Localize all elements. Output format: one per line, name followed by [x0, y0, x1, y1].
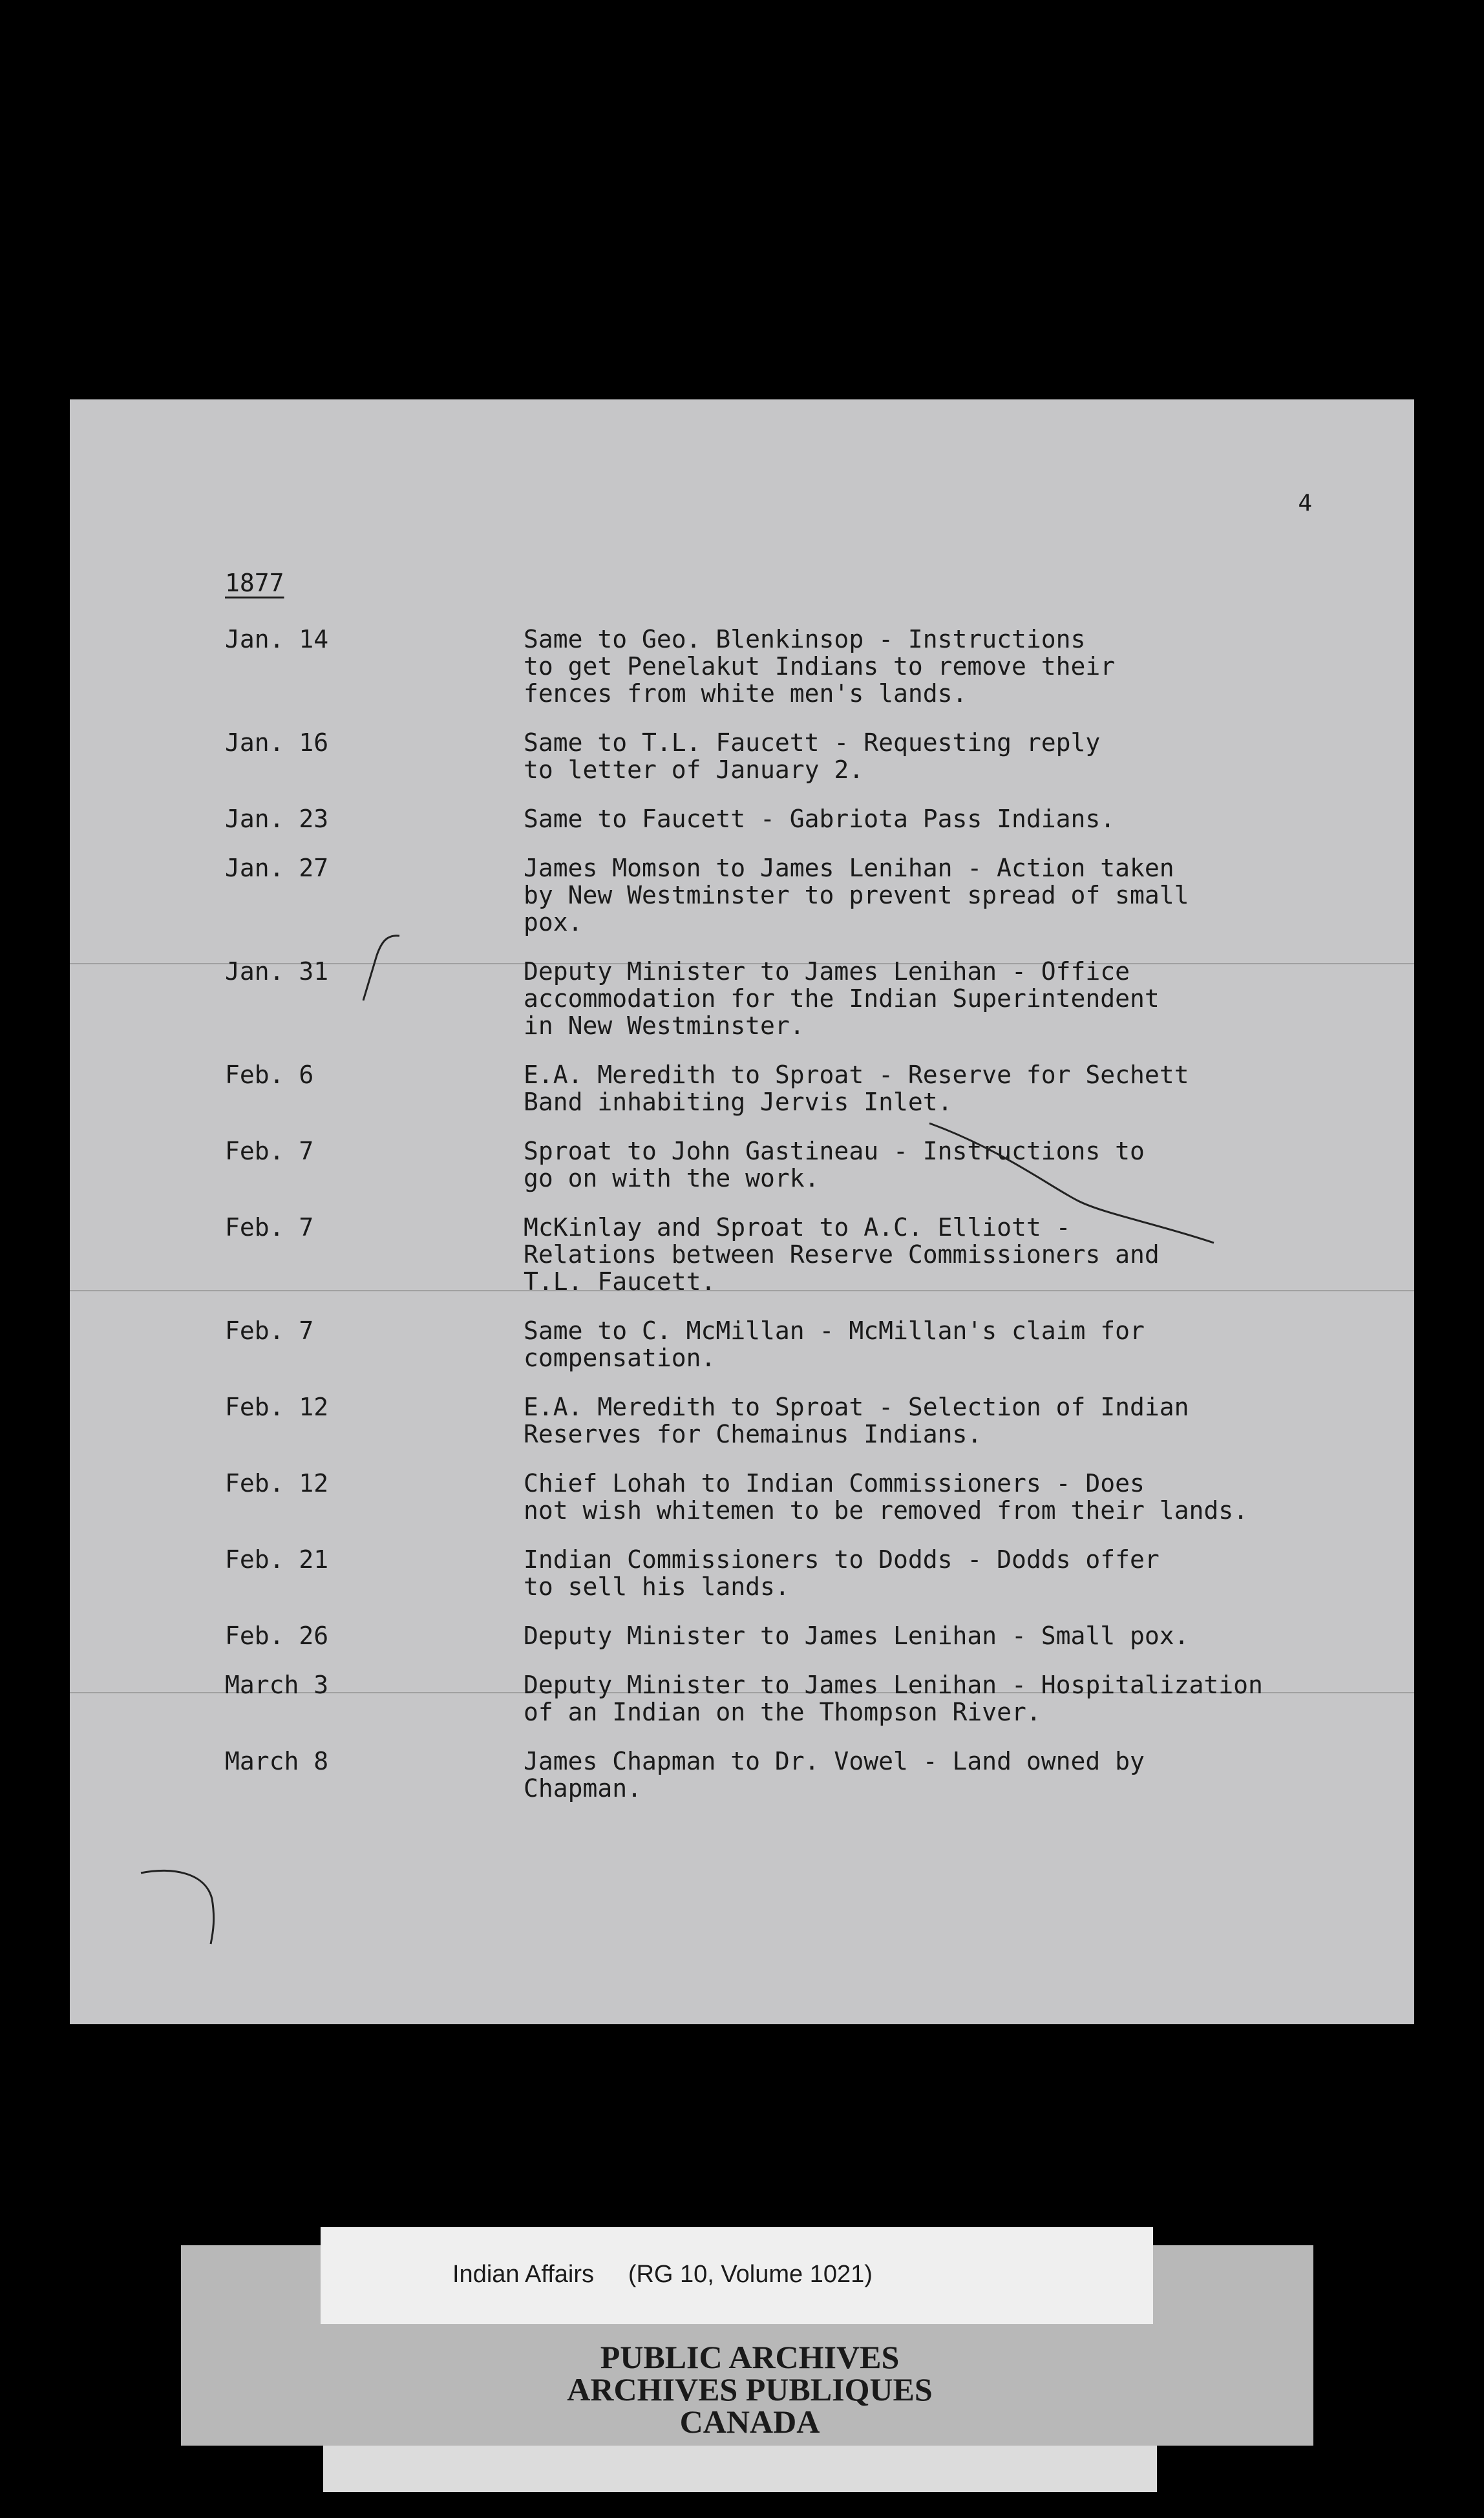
entry-line: Deputy Minister to James Lenihan - Hospitalization [524, 1671, 1263, 1699]
entry-line: not wish whitemen to be removed from their lands. [524, 1496, 1249, 1525]
entry-row [70, 1470, 1414, 1524]
entry-date: Feb. 7 [225, 1213, 314, 1242]
entry-row [70, 1748, 1414, 1802]
entry-line: E.A. Meredith to Sproat - Reserve for Sechett [524, 1061, 1189, 1089]
entry-line: compensation. [524, 1344, 716, 1372]
entry-row [70, 1214, 1414, 1295]
entry-line: Reserves for Chemainus Indians. [524, 1420, 982, 1448]
entry-date: Jan. 31 [225, 957, 329, 986]
entry-date: Jan. 16 [225, 728, 329, 757]
entry-line: Sproat to John Gastineau - Instructions to [524, 1137, 1145, 1165]
entry-date: Jan. 27 [225, 854, 329, 882]
entry-line: Deputy Minister to James Lenihan - Office [524, 957, 1130, 986]
entry-line: E.A. Meredith to Sproat - Selection of Indian [524, 1393, 1189, 1421]
volume-reference: (RG 10, Volume 1021) [628, 2261, 873, 2288]
entry-date: Feb. 26 [225, 1622, 329, 1650]
entry-description [524, 854, 1390, 936]
entry-description [524, 1214, 1390, 1295]
entry-date: Feb. 6 [225, 1061, 314, 1089]
entry-description [524, 1671, 1390, 1726]
archive-label-base [323, 2446, 1157, 2492]
entry-row [70, 626, 1414, 707]
entry-description [524, 1317, 1390, 1371]
archives-line: CANADA [679, 2404, 820, 2440]
entry-line: Indian Commissioners to Dodds - Dodds offer [524, 1545, 1160, 1574]
entry-date: Feb. 7 [225, 1137, 314, 1165]
collection-name: Indian Affairs [452, 2261, 595, 2288]
entry-description [524, 958, 1390, 1039]
entry-date: Jan. 23 [225, 805, 329, 833]
entry-line: Band inhabiting Jervis Inlet. [524, 1088, 953, 1116]
collection-reference [452, 2261, 873, 2289]
entry-line: pox. [524, 908, 583, 936]
entry-row [70, 1671, 1414, 1726]
entry-line: Same to C. McMillan - McMillan's claim for [524, 1317, 1145, 1345]
entry-line: T.L. Faucett. [524, 1267, 716, 1296]
entry-description [524, 1622, 1390, 1649]
entry-row [70, 1317, 1414, 1371]
archives-line: ARCHIVES PUBLIQUES [567, 2371, 933, 2407]
entry-line: McKinlay and Sproat to A.C. Elliott - [524, 1213, 1071, 1242]
entry-description [524, 1393, 1390, 1448]
page-number: 4 [1298, 490, 1312, 516]
entry-row [70, 729, 1414, 783]
entry-description [524, 1061, 1390, 1116]
entry-line: to letter of January 2. [524, 756, 864, 784]
entry-date: Feb. 7 [225, 1317, 314, 1345]
entry-line: Chapman. [524, 1774, 642, 1803]
entry-line: of an Indian on the Thompson River. [524, 1698, 1041, 1726]
entry-date: Feb. 21 [225, 1545, 329, 1574]
entry-line: accommodation for the Indian Superintendent [524, 984, 1160, 1013]
entry-row [70, 1137, 1414, 1192]
entry-date: Feb. 12 [225, 1469, 329, 1497]
entry-date: March 8 [225, 1747, 329, 1775]
document-page [70, 399, 1414, 2024]
entry-row [70, 854, 1414, 936]
year-heading: 1877 [225, 569, 284, 597]
entry-description [524, 1470, 1390, 1524]
archives-stamp [401, 2341, 1099, 2438]
entry-date: March 3 [225, 1671, 329, 1699]
entry-date: Feb. 12 [225, 1393, 329, 1421]
entry-line: Same to Geo. Blenkinsop - Instructions [524, 625, 1086, 653]
entry-line: to get Penelakut Indians to remove their [524, 652, 1116, 681]
entry-line: in New Westminster. [524, 1011, 805, 1040]
entry-line: Deputy Minister to James Lenihan - Small pox. [524, 1622, 1189, 1650]
entry-row [70, 1546, 1414, 1600]
entry-date: Jan. 14 [225, 625, 329, 653]
entry-line: by New Westminster to prevent spread of small [524, 881, 1189, 909]
entry-description [524, 1137, 1390, 1192]
entry-description [524, 805, 1390, 832]
entry-description [524, 1546, 1390, 1600]
entry-row [70, 1622, 1414, 1649]
entry-line: Relations between Reserve Commissioners and [524, 1240, 1160, 1269]
entry-line: go on with the work. [524, 1164, 820, 1192]
archives-line: PUBLIC ARCHIVES [600, 2339, 900, 2375]
entry-list [70, 626, 1414, 1824]
entry-row [70, 958, 1414, 1039]
entry-line: James Chapman to Dr. Vowel - Land owned by [524, 1747, 1145, 1775]
entry-description [524, 729, 1390, 783]
entry-line: fences from white men's lands. [524, 679, 968, 708]
entry-description [524, 626, 1390, 707]
entry-line: to sell his lands. [524, 1572, 790, 1601]
pen-mark [128, 1860, 225, 1957]
entry-row [70, 1061, 1414, 1116]
entry-line: James Momson to James Lenihan - Action taken [524, 854, 1174, 882]
entry-line: Same to Faucett - Gabriota Pass Indians. [524, 805, 1116, 833]
entry-row [70, 1393, 1414, 1448]
entry-line: Chief Lohah to Indian Commissioners - Does [524, 1469, 1145, 1497]
entry-row [70, 805, 1414, 832]
entry-line: Same to T.L. Faucett - Requesting reply [524, 728, 1101, 757]
entry-description [524, 1748, 1390, 1802]
